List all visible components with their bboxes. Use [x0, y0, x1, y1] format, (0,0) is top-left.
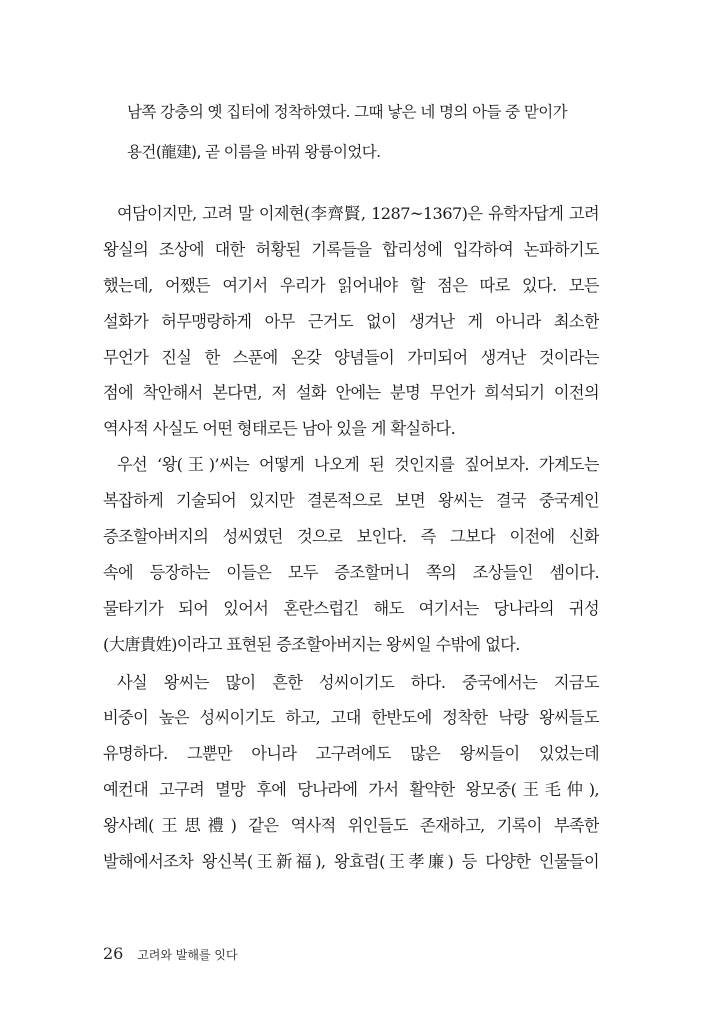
text-line: 속에 등장하는 이들은 모두 증조할머니 쪽의 조상들인 셈이다. [103, 562, 599, 582]
paragraph [103, 669, 599, 884]
text-line: 했는데, 어쨌든 여기서 우리가 읽어내야 할 점은 따로 있다. 모든 [103, 275, 599, 295]
text-line: 사실 왕씨는 많이 흔한 성씨이기도 하다. 중국에서는 지금도 [117, 672, 599, 692]
text-line: 역사적 사실도 어떤 형태로든 남아 있을 게 확실하다. [103, 419, 456, 439]
text-line: 물타기가 되어 있어서 혼란스럽긴 해도 여기서는 당나라의 귀성 [103, 598, 599, 618]
text-line: 복잡하게 기술되어 있지만 결론적으로 보면 왕씨는 결국 중국계인 [103, 491, 599, 511]
quoted-passage [127, 98, 607, 178]
text-line: 비중이 높은 성씨이기도 하고, 고대 한반도에 정착한 낙랑 왕씨들도 [103, 708, 599, 728]
page-number: 26 [103, 944, 124, 963]
text-line: 왕실의 조상에 대한 허황된 기록들을 합리성에 입각하여 논파하기도 [103, 239, 599, 259]
text-line: 여담이지만, 고려 말 이제현(李齊賢, 1287~1367)은 유학자답게 고려 [117, 204, 599, 223]
text-line: 점에 착안해서 본다면, 저 설화 안에는 분명 무언가 희석되기 이전의 [103, 383, 599, 403]
text-line: 발해에서조차 왕신복(王新福), 왕효렴(王孝廉) 등 다양한 인물들이 [103, 852, 599, 872]
text-line: (大唐貴姓)이라고 표현된 증조할아버지는 왕씨일 수밖에 없다. [103, 634, 520, 654]
text-line: 예컨대 고구려 멸망 후에 당나라에 가서 활약한 왕모중(王毛仲), [103, 780, 599, 800]
text-line: 무언가 진실 한 스푼에 온갖 양념들이 가미되어 생겨난 것이라는 [103, 347, 599, 367]
text-line: 왕사례(王思禮) 같은 역사적 위인들도 존재하고, 기록이 부족한 [103, 816, 599, 836]
quote-line: 남쪽 강충의 옛 집터에 정착하였다. 그때 낳은 네 명의 아들 중 맏이가 [127, 103, 567, 121]
running-title: 고려와 발해를 잇다 [137, 948, 238, 962]
text-line: 증조할아버지의 성씨였던 것으로 보인다. 즉 그보다 이전에 신화 [103, 527, 599, 547]
text-line: 우선 ‘왕(王)’씨는 어떻게 나오게 된 것인지를 짚어보자. 가계도는 [117, 455, 599, 475]
page-footer [103, 944, 238, 963]
body-text [103, 200, 599, 884]
paragraph [103, 451, 599, 666]
text-line: 유명하다. 그뿐만 아니라 고구려에도 많은 왕씨들이 있었는데 [103, 744, 599, 764]
quote-line: 용건(龍建), 곧 이름을 바꿔 왕륭이었다. [127, 143, 381, 161]
text-line: 설화가 허무맹랑하게 아무 근거도 없이 생겨난 게 아니라 최소한 [103, 311, 599, 331]
paragraph [103, 200, 599, 451]
